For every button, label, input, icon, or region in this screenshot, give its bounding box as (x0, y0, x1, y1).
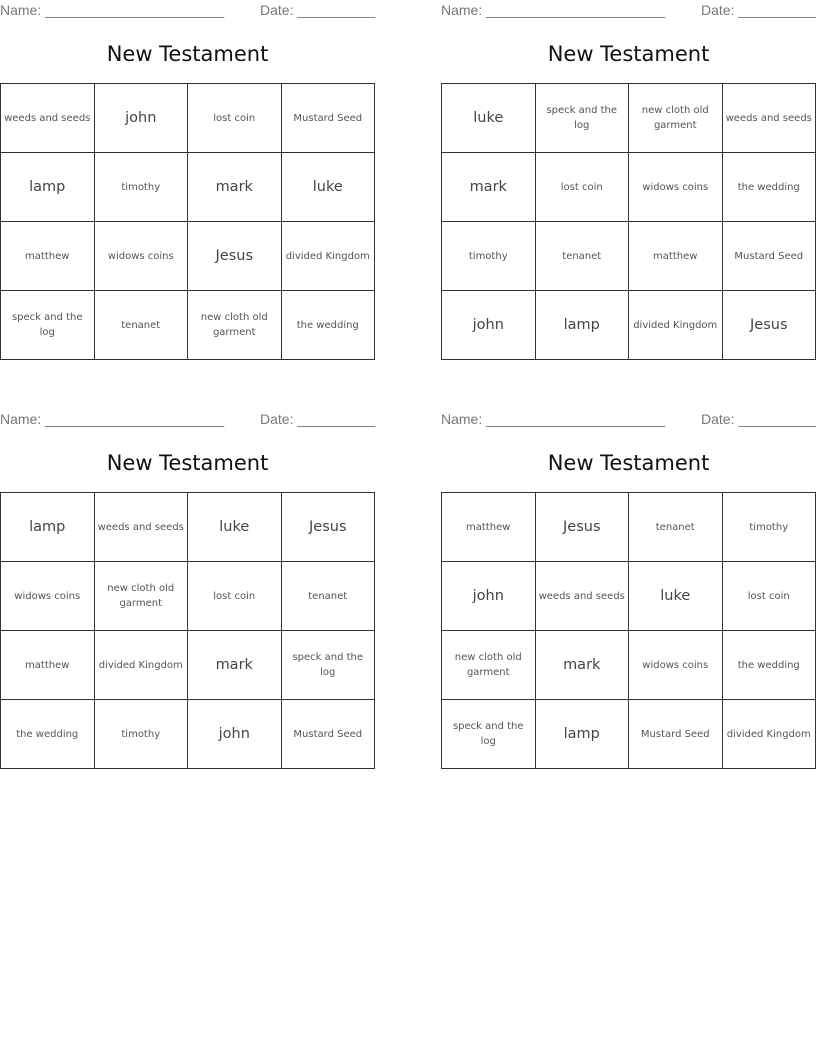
bingo-cell: widows coins (629, 631, 723, 700)
bingo-cell: Mustard Seed (281, 700, 375, 769)
bingo-cell: speck and the log (281, 631, 375, 700)
bingo-cell: tenanet (629, 493, 723, 562)
date-field-label: Date: __________ (701, 2, 816, 18)
bingo-grid-row (442, 84, 816, 153)
bingo-card (441, 409, 816, 747)
bingo-cell: widows coins (1, 562, 95, 631)
bingo-grid-row (442, 493, 816, 562)
name-date-row (441, 409, 816, 429)
bingo-cell: tenanet (281, 562, 375, 631)
bingo-cell: timothy (722, 493, 816, 562)
bingo-cell: widows coins (629, 153, 723, 222)
bingo-cell: tenanet (94, 291, 188, 360)
bingo-cell: lost coin (722, 562, 816, 631)
bingo-cell: luke (188, 493, 282, 562)
bingo-cell: divided Kingdom (281, 222, 375, 291)
card-title: New Testament (106, 42, 269, 66)
bingo-grid-row (442, 222, 816, 291)
bingo-cell: luke (629, 562, 723, 631)
date-field-label: Date: __________ (260, 411, 376, 427)
bingo-cell: the wedding (722, 631, 816, 700)
bingo-cell: timothy (94, 153, 188, 222)
bingo-grid-row (442, 291, 816, 360)
bingo-grid-row (442, 562, 816, 631)
bingo-cell: lost coin (535, 153, 629, 222)
bingo-cell: tenanet (535, 222, 629, 291)
bingo-cell: timothy (442, 222, 536, 291)
name-date-row (0, 409, 375, 429)
bingo-cell: john (188, 700, 282, 769)
bingo-grid-row (1, 153, 375, 222)
bingo-card (441, 0, 816, 333)
bingo-cell: new cloth old garment (188, 291, 282, 360)
bingo-cell: speck and the log (535, 84, 629, 153)
bingo-card (0, 409, 376, 742)
bingo-cell: lost coin (188, 562, 282, 631)
bingo-cell: lamp (535, 291, 629, 360)
bingo-cell: weeds and seeds (535, 562, 629, 631)
bingo-cell: timothy (94, 700, 188, 769)
card-title: New Testament (547, 451, 710, 475)
bingo-grid-row (442, 153, 816, 222)
bingo-cell: Mustard Seed (281, 84, 375, 153)
bingo-grid-row (1, 700, 375, 769)
bingo-cell: mark (442, 153, 536, 222)
name-date-row (0, 0, 375, 20)
bingo-cell: matthew (629, 222, 723, 291)
bingo-cell: Mustard Seed (722, 222, 816, 291)
bingo-cell: weeds and seeds (722, 84, 816, 153)
name-field-label: Name: _______________________ (441, 411, 666, 427)
bingo-cell: divided Kingdom (722, 700, 816, 769)
bingo-cell: weeds and seeds (1, 84, 95, 153)
bingo-cell: weeds and seeds (94, 493, 188, 562)
bingo-cell: Jesus (281, 493, 375, 562)
bingo-grid-row (442, 700, 816, 769)
card-title: New Testament (106, 451, 269, 475)
bingo-cell: the wedding (722, 153, 816, 222)
bingo-grid-row (1, 84, 375, 153)
bingo-cell: john (442, 562, 536, 631)
bingo-cell: lost coin (188, 84, 282, 153)
bingo-cell: lamp (1, 493, 95, 562)
bingo-cell: john (442, 291, 536, 360)
bingo-grid (441, 492, 816, 769)
bingo-grid (441, 83, 816, 360)
bingo-cell: divided Kingdom (94, 631, 188, 700)
name-field-label: Name: _______________________ (0, 411, 225, 427)
bingo-cell: Jesus (535, 493, 629, 562)
bingo-cell: divided Kingdom (629, 291, 723, 360)
name-date-row (441, 0, 816, 20)
bingo-cell: mark (535, 631, 629, 700)
bingo-cell: matthew (1, 631, 95, 700)
bingo-cell: the wedding (1, 700, 95, 769)
bingo-cell: luke (442, 84, 536, 153)
bingo-cell: speck and the log (442, 700, 536, 769)
bingo-cell: new cloth old garment (94, 562, 188, 631)
bingo-card (0, 0, 376, 338)
bingo-cell: Jesus (188, 222, 282, 291)
bingo-cell: john (94, 84, 188, 153)
bingo-cell: mark (188, 631, 282, 700)
bingo-grid-row (1, 291, 375, 360)
bingo-cell: lamp (535, 700, 629, 769)
bingo-cell: speck and the log (1, 291, 95, 360)
bingo-cell: matthew (442, 493, 536, 562)
bingo-grid-row (442, 631, 816, 700)
bingo-cell: the wedding (281, 291, 375, 360)
bingo-cell: new cloth old garment (442, 631, 536, 700)
name-field-label: Name: _______________________ (441, 2, 666, 18)
bingo-grid-row (1, 493, 375, 562)
bingo-grid (0, 492, 375, 769)
bingo-cell: lamp (1, 153, 95, 222)
card-title: New Testament (547, 42, 710, 66)
bingo-grid-row (1, 631, 375, 700)
bingo-cell: mark (188, 153, 282, 222)
bingo-grid-row (1, 222, 375, 291)
name-field-label: Name: _______________________ (0, 2, 225, 18)
date-field-label: Date: __________ (701, 411, 816, 427)
bingo-cell: matthew (1, 222, 95, 291)
date-field-label: Date: __________ (260, 2, 376, 18)
bingo-grid (0, 83, 375, 360)
bingo-cell: Jesus (722, 291, 816, 360)
bingo-cell: widows coins (94, 222, 188, 291)
bingo-cell: Mustard Seed (629, 700, 723, 769)
bingo-grid-row (1, 562, 375, 631)
bingo-cell: new cloth old garment (629, 84, 723, 153)
bingo-cell: luke (281, 153, 375, 222)
